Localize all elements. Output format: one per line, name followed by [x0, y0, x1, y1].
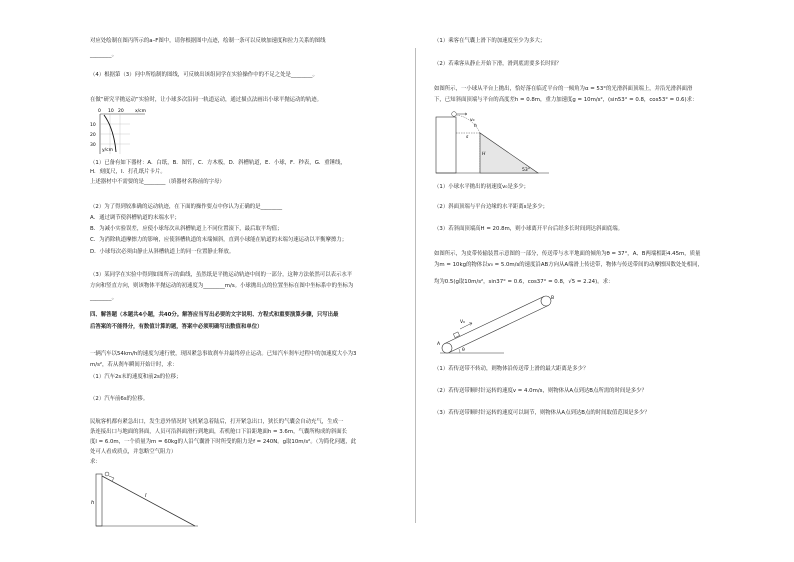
- text-line: 处可人看成质点，并忽略空气阻力）: [90, 449, 177, 455]
- text-line: 为m = 10kg的物体以v₀ = 5.0m/s的速度沿AB方向从A端滑上传送带，物体与传送带间的动摩擦因数处处相同，: [434, 262, 703, 268]
- text-line: （2）为了得到较准确的运动轨迹，在下面的操作要点中你认为正确的是________: [90, 204, 283, 210]
- h-label: h: [91, 500, 95, 506]
- belt-lower: [449, 306, 548, 353]
- incline: [480, 133, 538, 173]
- incline-ball-figure: [434, 105, 554, 177]
- text-line: （1）小球水平抛出的初速度v₀是多少；: [434, 184, 530, 190]
- trajectory-figure: [90, 107, 150, 155]
- text-line: 条连接出口与地面的斜面，人员可沿斜面滑行到地面，若机舱口下沿距地面h = 3.6m，气囊所构成的斜面长: [90, 429, 347, 435]
- h-label: h: [474, 124, 477, 129]
- tick-label: 20: [118, 109, 124, 114]
- text-line: 均为0.5(g取10m/s²，sin37° = 0.6，cos37° = 0.8，√5 = 2.24)。求：: [434, 279, 614, 285]
- tick-label: 0: [98, 109, 101, 114]
- b-label: B: [551, 296, 555, 301]
- person-figure: [105, 472, 109, 476]
- platform: [436, 117, 456, 173]
- column-divider: [415, 48, 416, 523]
- pulley-b: [541, 296, 551, 306]
- y-axis-label: y/cm: [102, 148, 114, 153]
- section-heading: 后答案的不能得分，有数值计算的题，答案中必须明确写出数值和单位）: [90, 324, 263, 330]
- a-label: A: [437, 342, 441, 347]
- H-label: H: [482, 152, 486, 157]
- text-line: 度l = 6.0m，一个质量为m = 60kg的人沿气囊滑下时所受的阻力是f = 240N。g取10m/s²。（为简化问题，此: [90, 439, 357, 445]
- text-line: 如图所示，一小球从平台上抛出，恰好落在临近平台的一倾角为α = 53°的光滑斜面顶端上，并沿光滑斜面滑: [434, 86, 693, 92]
- tick-label: 20: [90, 133, 96, 138]
- s-label: s: [466, 135, 469, 140]
- tick-label: 30: [90, 143, 96, 148]
- text-line: D．小球每次必须由静止从斜槽轨道上的同一位置静止释放。: [90, 249, 235, 255]
- section-heading: 四、解答题（本题共4小题，共40分。解答应当写出必要的文字说明、方程式和重要演算步骤，只写出最: [90, 312, 339, 318]
- text-line: ________。: [90, 295, 117, 301]
- text-line: 对应处绘制在图丙所示的a–F图中，请你根据图中点迹，绘制一条可以反映加速度和拉力关系的图线: [90, 38, 326, 44]
- pulley-a: [442, 343, 452, 353]
- airplane-wall: [96, 474, 102, 526]
- slide-figure: [90, 466, 200, 528]
- text-line: （1）已备有如下器材：A．白纸，B．图钉，C．方木板，D．斜槽轨道，E．小球，F．秒表，G．重锤线，: [90, 160, 346, 166]
- text-line: （2）斜面顶端与平台边缘的水平距离s是多少；: [434, 204, 549, 210]
- question-4: （4）根据第（3）问中所绘制的图线，可反映出该组同学在实验操作中的不足之处是________。: [90, 72, 318, 78]
- conveyor-figure: [434, 293, 564, 357]
- text-line: m/s²，若从刹车瞬间开始计时，求：: [90, 362, 178, 368]
- experiment-intro: 在做“研究平抛运动”实验时，让小球多次沿同一轨道运动，通过描点法画出小球平抛运动的轨迹。: [90, 97, 322, 103]
- l-label: l: [145, 493, 147, 499]
- tick-label: 10: [90, 123, 96, 128]
- text-line: 民航客机都有紧急出口，发生意外情况时飞机紧急着陆后，打开紧急出口，狭长的气囊会自动充气，生成一: [90, 419, 344, 425]
- text-line: A．通过调节使斜槽轨道的末端水平；: [90, 215, 180, 221]
- theta-label: θ: [462, 348, 465, 353]
- v0-label: V₀: [460, 320, 465, 325]
- text-line: 如图所示，为皮带传输装置示意图的一部分，传送带与水平地面的倾角为θ = 37°，A、B两端相距4.45m，质量: [434, 251, 701, 257]
- text-line: （2）汽车前6s的位移。: [90, 396, 149, 402]
- text-line: （1）若传送带不转动，则物体沿传送带上滑的最大距离是多少？: [434, 366, 589, 372]
- text-line: （3）若传送带顺时针运转的速度可以调节，则物体从A点到达B点的时间取值范围是多少？: [434, 410, 650, 416]
- tick-label: 10: [108, 109, 114, 114]
- text-line: （1）乘客在气囊上滑下的加速度至少为多大；: [434, 38, 546, 44]
- text-line: 方向和竖直方向，则该物体平抛运动的初速度为________m/s。小球抛出点的位置坐标在图中坐标系中的坐标为: [90, 283, 354, 289]
- text-line: （2）若乘客从静止开始下滑，滑到底需要多长时间？: [434, 61, 562, 67]
- v0-label: v₀: [470, 118, 475, 123]
- slide-incline: [102, 476, 195, 526]
- x-axis-label: x/cm: [135, 109, 147, 114]
- text-line: ________。: [90, 52, 117, 58]
- text-line: 上述器材中不需要的是________（填器材名称前的字母）: [90, 179, 225, 185]
- text-line: 下，已知斜面顶端与平台的高度差h = 0.8m，重力加速度g = 10m/s²，(sin53° = 0.8，cos53° = 0.6)求：: [434, 97, 698, 103]
- text-line: 一辆汽车以54km/h的速度匀速行驶，现因紧急事故刹车并最终停止运动。已知汽车刹车过程中的加速度大小为3: [90, 351, 357, 357]
- text-line: B．为减小实验误差，应使小球每次从斜槽轨道上不同位置滚下，最后取平均值；: [90, 226, 283, 232]
- text-line: C．为消除轨道摩擦力的影响，应使斜槽轨道的末端倾斜，直到小球能在轨道的末端匀速运动以平衡摩擦力；: [90, 237, 348, 243]
- text-line: （1）汽车2s末的速度和前2s的位移；: [90, 374, 182, 380]
- text-line: （3）若斜面顶端高H = 20.8m，则小球离开平台后经多长时间到达斜面底端。: [434, 226, 624, 232]
- ball: [452, 112, 457, 117]
- angle-label: 53°: [522, 168, 530, 173]
- text-line: （3）某同学在实验中得到如图所示的曲线，虽然纸是平抛运动轨迹中间的一部分，这种方法依然可以表示水平: [90, 272, 353, 278]
- text-line: 求：: [90, 459, 101, 465]
- text-line: H．刻度尺，I．打孔纸片卡片。: [90, 169, 166, 175]
- text-line: （2）若传送带顺时针运转的速度v = 4.0m/s，则物体从A点到达B点所需的时间是多少？: [434, 388, 647, 394]
